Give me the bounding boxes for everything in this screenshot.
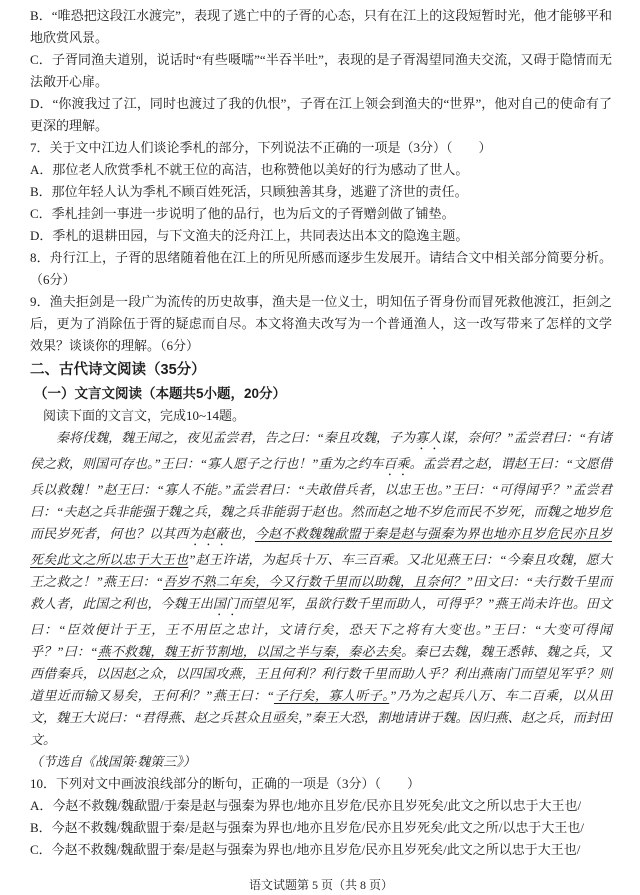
question-10-stem: 10．下列对文中画波浪线部分的断句，正确的一项是（3分）（ ）: [30, 776, 421, 791]
passage-segment: ”赵王许诺，为起兵十万、车三百乘。又北见燕王曰：“今秦且攻魏，愿大王之救之！”燕王曰：“: [30, 552, 612, 589]
page-footer: 语文试题第 5 页（共 8 页）: [248, 878, 393, 892]
passage-segment-wavy: 今赵不救魏魏歃盟于秦是赵与强秦为界也地亦且岁危民亦且岁死矣此文之所以忠于大王也: [30, 526, 612, 567]
classical-passage: [30, 427, 612, 751]
prev-option-c: C．子胥同渔夫道别，说话时“有些嗫嚅”“半吞半吐”，表现的是子胥渴望同渔夫交流，又碍于隐情而无法敞开心扉。: [30, 52, 612, 89]
passage-segment: 。秦已去魏，魏王悉韩、魏之兵，又西借秦兵，以因赵之众，以四国攻燕，王且何利？利行数千里而助人乎？利出燕南门而望见军乎？则道里近而输又易矣，王何利？”燕王曰：“: [30, 644, 612, 703]
part-1-title: （一）文言文阅读（本题共5小题，20分）: [34, 386, 287, 401]
passage-segment-dots: 百乘: [383, 456, 410, 471]
passage-segment: 而望见军，虽欲行数千里而助人，可得乎？”燕王尚未许也。田文曰：“臣效便计于王，王不用臣之忠计，文请行矣，恐天下之将有大变也。”王曰：“大变可得闻乎？”曰：“: [30, 596, 612, 659]
passage-segment: 谋，奈何？”孟尝君曰：“有诸侯之救，则国可存也。”王曰：“寡人愿子之行也！”重为之约车: [30, 430, 612, 471]
passage-segment-line: 子行矣，寡人听子。: [273, 688, 390, 703]
question-7-option-a: A．那位老人欣赏季札不就王位的高洁，也称赞他以美好的行为感动了世人。: [30, 162, 469, 177]
passage-segment-line: 燕不救魏，魏王折节割地，以国之半与秦，秦必去矣: [97, 644, 402, 659]
passage-segment: ”田文曰：“夫行数千里而救人者，此国之利也，今魏王出: [30, 574, 612, 611]
passage-intro: 阅读下面的文言文，完成10~14题。: [43, 408, 246, 423]
question-7-option-c: C．季札挂剑一事进一步说明了他的品行，也为后文的子胥赠剑做了铺垫。: [30, 206, 455, 221]
passage-segment-dots: 国门: [212, 596, 239, 611]
section-2-title: 二、古代诗文阅读（35分）: [30, 362, 206, 378]
prev-option-d: D．“你渡我过了江，同时也渡过了我的仇恨”，子胥在江上领会到渔夫的“世界”，他对自己的使命有了更深的理解。: [30, 96, 612, 133]
passage-segment: 。孟尝君之赵，谓赵王曰：“文愿借兵以救魏！”赵王曰：“寡人不能。”孟尝君曰：“夫敢借兵者，以忠王也。”王曰：“可得闻乎？”孟尝君曰：“夫赵之兵非能强于魏之兵，魏之兵非能弱于赵也。然而赵之地不岁危而民不岁死，而魏之地岁危而民岁死者，何也？以其西: [30, 456, 612, 541]
question-8-stem: 8．舟行江上，子胥的思绪随着他在江上的所见所感而逐步生发展开。请结合文中相关部分简要分析。（6分）: [30, 250, 612, 287]
question-10-option-b: B．今赵不救魏/魏歃盟于秦/是赵与强秦为界也/地亦且岁危/民亦且岁死矣/此文之所/以忠于大王也/: [30, 820, 584, 835]
passage-segment: ”乃为之起兵八万、车二百乘，以从田文，魏王大说曰：“君得燕、赵之兵甚众且亟矣，”秦王大恐，割地请讲于魏。因归燕、赵之兵，而封田文。: [30, 688, 612, 747]
passage-segment: 也，: [228, 526, 255, 541]
question-7-option-d: D．季札的退耕田园，与下文渔夫的泛舟江上，共同表达出本文的隐逸主题。: [30, 228, 469, 243]
question-10-option-c: C．今赵不救魏/魏歃盟于秦/是赵与强秦为界也/地亦且岁危/民亦且岁死矣/此文之所以忠于大王也/: [30, 842, 581, 857]
question-7-option-b: B．那位年轻人认为季札不顾百姓死活，只顾独善其身，逃避了济世的责任。: [30, 184, 468, 199]
passage-segment: 秦将伐魏，魏王闻之，夜见孟尝君，告之曰：“秦且攻魏，子为: [56, 430, 416, 445]
question-7-stem: 7．关于文中江边人们谈论季札的部分，下列说法不正确的一项是（3分）（ ）: [30, 140, 492, 155]
passage-segment-line: 吾岁不熟二年矣，今又行数千里而以助魏，且奈何？: [163, 574, 466, 589]
passage-segment-dots: 寡人: [415, 430, 442, 445]
passage-segment-dots: 为赵蔽: [188, 526, 229, 541]
question-10-option-a: A．今赵不救魏/魏歃盟/于秦是赵与强秦为界也/地亦且岁危/民亦且岁死矣/此文之所以忠于大王也/: [30, 798, 582, 813]
prev-option-b: B．“唯恐把这段江水渡完”，表现了逃亡中的子胥的心态，只有在江上的这段短暂时光，他才能够平和地欣赏风景。: [30, 8, 612, 45]
passage-source: （节选自《战国策·魏策三》）: [30, 754, 196, 769]
question-9-stem: 9．渔夫拒剑是一段广为流传的历史故事，渔夫是一位义士，明知伍子胥身份而冒死救他渡江，拒剑之后，更为了消除伍于胥的疑虑而自尽。本文将渔夫改写为一个普通渔人，这一改写带来了怎样的文学效果？谈谈你的理解。（6分）: [30, 294, 612, 353]
